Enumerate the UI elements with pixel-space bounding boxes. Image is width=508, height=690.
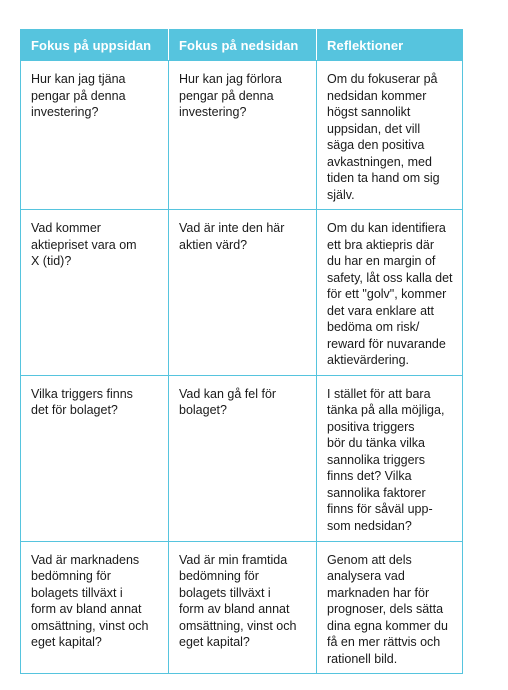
cell-upside: Vad kommer aktiepriset vara om X (tid)? [21, 210, 169, 376]
table-row [21, 375, 463, 541]
table-header [21, 30, 463, 61]
table-row [21, 210, 463, 376]
cell-reflection: Om du kan identifiera ett bra aktiepris där du har en margin of safety, låt oss kalla det för ett "golv", kommer det vara enklare att bedöma om risk/ reward för nuvarande aktievärdering. [317, 210, 463, 376]
cell-upside: Vilka triggers finns det för bolaget? [21, 375, 169, 541]
cell-reflection: I stället för att bara tänka på alla möjliga, positiva triggers bör du tänka vilka sannolika triggers finns det? Vilka sannolika faktorer finns för såväl upp- som nedsidan? [317, 375, 463, 541]
cell-reflection: Om du fokuserar på nedsidan kommer högst sannolikt uppsidan, det vill säga den positiva avkastningen, med tiden ta hand om sig själv. [317, 61, 463, 210]
cell-upside: Vad är marknadens bedömning för bolagets tillväxt i form av bland annat omsättning, vinst och eget kapital? [21, 541, 169, 674]
header-upside: Fokus på uppsidan [21, 30, 169, 61]
header-downside: Fokus på nedsidan [169, 30, 317, 61]
header-row [21, 30, 463, 61]
table-body [21, 61, 463, 674]
comparison-table [20, 29, 463, 674]
cell-reflection: Genom att dels analysera vad marknaden har för prognoser, dels sätta dina egna kommer du få en mer rättvis och rationell bild. [317, 541, 463, 674]
cell-downside: Vad kan gå fel för bolaget? [169, 375, 317, 541]
cell-downside: Vad är inte den här aktien värd? [169, 210, 317, 376]
table-row [21, 61, 463, 210]
cell-downside: Hur kan jag förlora pengar på denna investering? [169, 61, 317, 210]
table-row [21, 541, 463, 674]
cell-upside: Hur kan jag tjäna pengar på denna investering? [21, 61, 169, 210]
header-reflections: Reflektioner [317, 30, 463, 61]
cell-downside: Vad är min framtida bedömning för bolagets tillväxt i form av bland annat omsättning, vinst och eget kapital? [169, 541, 317, 674]
